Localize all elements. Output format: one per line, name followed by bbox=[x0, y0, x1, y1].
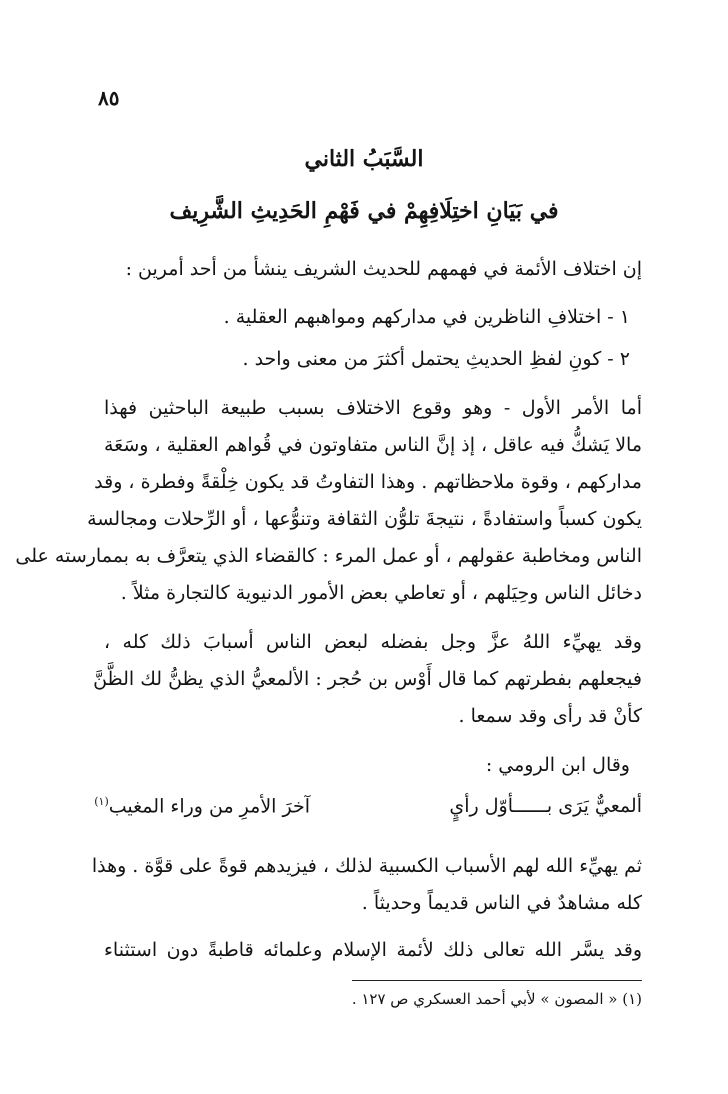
footnote: (١) « المصون » لأبي أحمد العسكري ص ١٢٧ . bbox=[351, 990, 642, 1008]
paragraph-2-line: كأنْ قد رأى وقد سمعا . bbox=[458, 705, 642, 727]
chapter-title: السَّبَبُ الثاني bbox=[304, 146, 424, 172]
paragraph-2-line: وقد يهيِّء اللهُ عزَّ وجل بفضله لبعض الناس أسبابَ ذلك كله ، bbox=[104, 631, 642, 653]
paragraph-1-line: مداركهم ، وقوة ملاحظاتهم . وهذا التفاوتُ قد يكون خِلْقةً وفطرة ، وقد bbox=[94, 471, 642, 493]
paragraph-1-line: دخائل الناس وحِيَلهم ، أو تعاطي بعض الأمور الدنيوية كالتجارة مثلاً . bbox=[120, 582, 642, 604]
footnote-marker: (١) bbox=[94, 795, 109, 808]
quote-intro: وقال ابن الرومي : bbox=[485, 754, 630, 776]
verse-first-text: ألمعيٌّ يَرَى بــــــأوّل رأيٍ bbox=[449, 795, 642, 817]
point-1: ١ - اختلافِ الناظرين في مداركهم ومواهبهم العقلية . bbox=[223, 306, 630, 328]
intro-line: إن اختلاف الأئمة في فهمهم للحديث الشريف ينشأ من أحد أمرين : bbox=[125, 258, 642, 280]
paragraph-1-line: الناس ومخاطبة عقولهم ، أو عمل المرء : كالقضاء الذي يتعرَّف به بممارسته على bbox=[15, 545, 642, 567]
verse-second-hemistich bbox=[94, 795, 310, 817]
paragraph-2-line: فيجعلهم بفطرتهم كما قال أَوْس بن حُجر : الألمعيُّ الذي يظنُّ لك الظَّنَّ bbox=[93, 668, 642, 690]
paragraph-3-line: كله مشاهدٌ في الناس قديماً وحديثاً . bbox=[361, 892, 642, 914]
verse-first-hemistich bbox=[449, 795, 642, 817]
point-2: ٢ - كونِ لفظِ الحديثِ يحتمل أكثرَ من معنى واحد . bbox=[242, 348, 630, 370]
paragraph-1-line: أما الأمر الأول - وهو وقوع الاختلاف بسبب طبيعة الباحثين فهذا bbox=[104, 397, 642, 419]
paragraph-3-line: ثم يهيِّء الله لهم الأسباب الكسبية لذلك ، فيزيدهم قوةً على قوَّة . وهذا bbox=[91, 855, 642, 877]
paragraph-4-line: وقد يسَّر الله تعالى ذلك لأئمة الإسلام وعلمائه قاطبةً دون استثناء bbox=[104, 939, 642, 961]
verse-second-text: آخرَ الأمرِ من وراء المغيب bbox=[108, 795, 310, 818]
paragraph-1-line: يكون كسباً واستفادةً ، نتيجةَ تلوُّن الثقافة وتنوُّعها ، أو الرِّحلات ومجالسة bbox=[87, 508, 642, 530]
chapter-subtitle: في بَيَانِ اختِلَافِهِمْ في فَهْمِ الحَدِيثِ الشَّرِيف bbox=[169, 198, 559, 224]
footnote-divider bbox=[352, 980, 642, 981]
page-number: ٨٥ bbox=[98, 86, 120, 110]
paragraph-1-line: مالا يَشكُّ فيه عاقل ، إذ إنَّ الناس متفاوتون في قُواهم العقلية ، وسَعَة bbox=[104, 434, 642, 456]
